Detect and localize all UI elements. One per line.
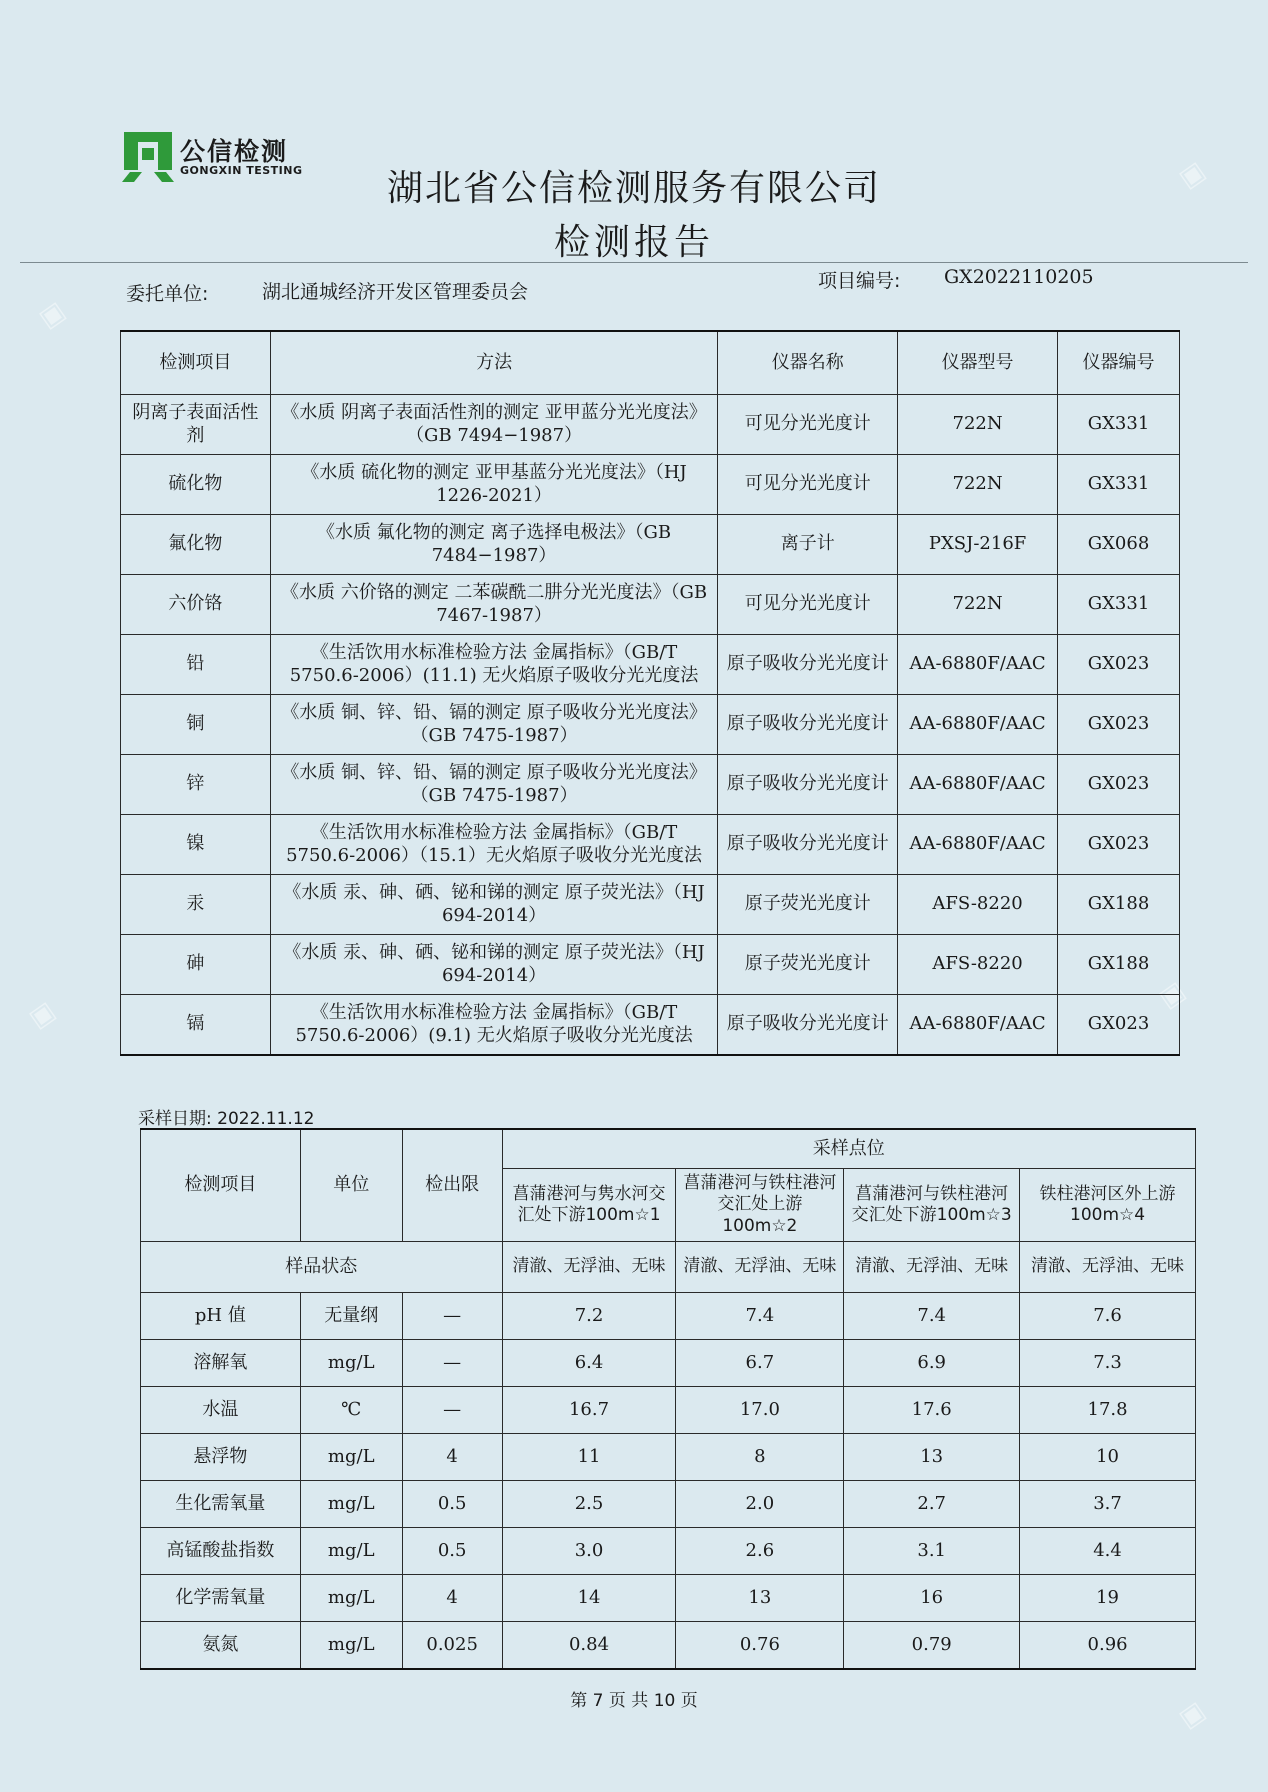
methods-row: [121, 875, 1180, 935]
result-value: 7.4: [844, 1293, 1020, 1340]
instrument-cell: 原子吸收分光光度计: [718, 635, 898, 695]
result-unit: 无量纲: [300, 1293, 402, 1340]
result-row: [141, 1434, 1196, 1481]
result-value: 17.8: [1020, 1387, 1196, 1434]
instrument-cell: 原子荧光光度计: [718, 875, 898, 935]
result-limit: —: [402, 1340, 502, 1387]
header-divider: [20, 262, 1248, 263]
watermark-mark: ▣: [1173, 1695, 1211, 1735]
method-cell: 《水质 氟化物的测定 离子选择电极法》（GB 7484−1987）: [270, 515, 718, 575]
model-cell: AFS-8220: [898, 875, 1058, 935]
result-value: 2.7: [844, 1481, 1020, 1528]
result-value: 0.79: [844, 1622, 1020, 1670]
methods-row: [121, 395, 1180, 455]
state-1: 清澈、无浮油、无味: [502, 1242, 676, 1293]
method-cell: 《生活饮用水标准检验方法 金属指标》（GB/T 5750.6-2006）（15.1）无火焰原子吸收分光光度法: [270, 815, 718, 875]
model-cell: 722N: [898, 395, 1058, 455]
page-footer: 第 7 页 共 10 页: [570, 1691, 698, 1711]
method-cell: 《水质 汞、砷、硒、铋和锑的测定 原子荧光法》（HJ 694-2014）: [270, 875, 718, 935]
method-cell: 《水质 铜、锌、铅、镉的测定 原子吸收分光光度法》（GB 7475-1987）: [270, 755, 718, 815]
code-cell: GX188: [1058, 935, 1180, 995]
method-cell: 《水质 汞、砷、硒、铋和锑的测定 原子荧光法》（HJ 694-2014）: [270, 935, 718, 995]
company-title: 湖北省公信检测服务有限公司: [386, 168, 881, 209]
result-row: [141, 1622, 1196, 1670]
sample-state-row: [141, 1242, 1196, 1293]
item-cell: 六价铬: [121, 575, 271, 635]
result-value: 3.0: [502, 1528, 676, 1575]
result-value: 8: [676, 1434, 844, 1481]
result-limit: 4: [402, 1434, 502, 1481]
item-cell: 铅: [121, 635, 271, 695]
item-cell: 砷: [121, 935, 271, 995]
header-site-group: 采样点位: [502, 1129, 1195, 1169]
result-item: 氨氮: [141, 1622, 301, 1670]
result-item: pH 值: [141, 1293, 301, 1340]
result-row: [141, 1481, 1196, 1528]
model-cell: AA-6880F/AAC: [898, 695, 1058, 755]
model-cell: AA-6880F/AAC: [898, 755, 1058, 815]
sampling-results-table: [140, 1128, 1196, 1670]
result-row: [141, 1340, 1196, 1387]
result-value: 2.5: [502, 1481, 676, 1528]
client-value: 湖北通城经济开发区管理委员会: [262, 281, 529, 303]
project-number-label: 项目编号:: [818, 270, 901, 292]
site-2: 菖蒲港河与铁柱港河交汇处上游100m☆2: [676, 1169, 844, 1242]
result-value: 7.2: [502, 1293, 676, 1340]
result-item: 悬浮物: [141, 1434, 301, 1481]
result-limit: 0.025: [402, 1622, 502, 1670]
result-item: 高锰酸盐指数: [141, 1528, 301, 1575]
method-cell: 《水质 阴离子表面活性剂的测定 亚甲蓝分光光度法》（GB 7494−1987）: [270, 395, 718, 455]
item-cell: 铜: [121, 695, 271, 755]
method-cell: 《生活饮用水标准检验方法 金属指标》（GB/T 5750.6-2006）(9.1) 无火焰原子吸收分光光度法: [270, 995, 718, 1056]
result-value: 0.84: [502, 1622, 676, 1670]
methods-header-row: [121, 331, 1180, 395]
methods-row: [121, 815, 1180, 875]
report-title: 检测报告: [553, 222, 714, 263]
result-unit: mg/L: [300, 1340, 402, 1387]
item-cell: 阴离子表面活性剂: [121, 395, 271, 455]
result-row: [141, 1293, 1196, 1340]
result-value: 17.0: [676, 1387, 844, 1434]
site-1: 菖蒲港河与隽水河交汇处下游100m☆1: [502, 1169, 676, 1242]
instrument-cell: 原子吸收分光光度计: [718, 815, 898, 875]
result-item: 化学需氧量: [141, 1575, 301, 1622]
model-cell: PXSJ-216F: [898, 515, 1058, 575]
item-cell: 镉: [121, 995, 271, 1056]
logo-name: 公信检测: [180, 137, 289, 166]
instrument-cell: 原子吸收分光光度计: [718, 695, 898, 755]
header-code: 仪器编号: [1058, 331, 1180, 395]
methods-row: [121, 455, 1180, 515]
model-cell: AA-6880F/AAC: [898, 815, 1058, 875]
result-value: 13: [676, 1575, 844, 1622]
model-cell: 722N: [898, 455, 1058, 515]
model-cell: AFS-8220: [898, 935, 1058, 995]
instrument-cell: 原子吸收分光光度计: [718, 755, 898, 815]
model-cell: AA-6880F/AAC: [898, 995, 1058, 1056]
result-row: [141, 1387, 1196, 1434]
result-limit: 0.5: [402, 1528, 502, 1575]
methods-row: [121, 575, 1180, 635]
code-cell: GX068: [1058, 515, 1180, 575]
methods-row: [121, 635, 1180, 695]
result-value: 0.76: [676, 1622, 844, 1670]
result-limit: 0.5: [402, 1481, 502, 1528]
header-method: 方法: [270, 331, 718, 395]
result-unit: mg/L: [300, 1575, 402, 1622]
result-limit: 4: [402, 1575, 502, 1622]
result-value: 7.6: [1020, 1293, 1196, 1340]
code-cell: GX331: [1058, 455, 1180, 515]
instrument-cell: 可见分光光度计: [718, 455, 898, 515]
instrument-cell: 原子吸收分光光度计: [718, 995, 898, 1056]
code-cell: GX023: [1058, 635, 1180, 695]
method-cell: 《水质 硫化物的测定 亚甲基蓝分光光度法》（HJ 1226-2021）: [270, 455, 718, 515]
state-2: 清澈、无浮油、无味: [676, 1242, 844, 1293]
watermark-mark: ▣: [1153, 975, 1191, 1015]
result-limit: —: [402, 1293, 502, 1340]
result-value: 7.4: [676, 1293, 844, 1340]
sampling-header-row: [141, 1129, 1196, 1169]
methods-row: [121, 695, 1180, 755]
code-cell: GX023: [1058, 995, 1180, 1056]
method-cell: 《生活饮用水标准检验方法 金属指标》（GB/T 5750.6-2006）(11.1) 无火焰原子吸收分光光度法: [270, 635, 718, 695]
site-4: 铁柱港河区外上游 100m☆4: [1020, 1169, 1196, 1242]
site-3: 菖蒲港河与铁柱港河交汇处下游100m☆3: [844, 1169, 1020, 1242]
result-unit: mg/L: [300, 1528, 402, 1575]
result-unit: mg/L: [300, 1434, 402, 1481]
methods-table: [120, 330, 1180, 1056]
item-cell: 锌: [121, 755, 271, 815]
model-cell: AA-6880F/AAC: [898, 635, 1058, 695]
item-cell: 镍: [121, 815, 271, 875]
logo-subtitle: GONGXIN TESTING: [180, 164, 303, 177]
result-value: 10: [1020, 1434, 1196, 1481]
sample-state-label: 样品状态: [141, 1242, 503, 1293]
code-cell: GX188: [1058, 875, 1180, 935]
result-item: 溶解氧: [141, 1340, 301, 1387]
result-value: 0.96: [1020, 1622, 1196, 1670]
state-4: 清澈、无浮油、无味: [1020, 1242, 1196, 1293]
result-value: 6.9: [844, 1340, 1020, 1387]
code-cell: GX331: [1058, 575, 1180, 635]
result-item: 水温: [141, 1387, 301, 1434]
result-value: 16: [844, 1575, 1020, 1622]
header-model: 仪器型号: [898, 331, 1058, 395]
instrument-cell: 可见分光光度计: [718, 575, 898, 635]
result-value: 14: [502, 1575, 676, 1622]
model-cell: 722N: [898, 575, 1058, 635]
code-cell: GX331: [1058, 395, 1180, 455]
client-label: 委托单位:: [126, 283, 209, 305]
watermark-mark: ▣: [23, 995, 61, 1035]
item-cell: 汞: [121, 875, 271, 935]
method-cell: 《水质 铜、锌、铅、镉的测定 原子吸收分光光度法》（GB 7475-1987）: [270, 695, 718, 755]
methods-row: [121, 935, 1180, 995]
result-value: 17.6: [844, 1387, 1020, 1434]
result-value: 6.4: [502, 1340, 676, 1387]
header-limit: 检出限: [402, 1129, 502, 1242]
result-value: 11: [502, 1434, 676, 1481]
result-unit: mg/L: [300, 1481, 402, 1528]
watermark-mark: ▣: [33, 295, 71, 335]
result-row: [141, 1575, 1196, 1622]
code-cell: GX023: [1058, 695, 1180, 755]
methods-row: [121, 995, 1180, 1056]
project-number-value: GX2022110205: [944, 266, 1094, 288]
result-value: 7.3: [1020, 1340, 1196, 1387]
header-item: 检测项目: [121, 331, 271, 395]
instrument-cell: 可见分光光度计: [718, 395, 898, 455]
state-3: 清澈、无浮油、无味: [844, 1242, 1020, 1293]
result-value: 16.7: [502, 1387, 676, 1434]
result-value: 2.6: [676, 1528, 844, 1575]
result-row: [141, 1528, 1196, 1575]
header-item: 检测项目: [141, 1129, 301, 1242]
result-value: 3.1: [844, 1528, 1020, 1575]
result-unit: mg/L: [300, 1622, 402, 1670]
code-cell: GX023: [1058, 815, 1180, 875]
header-unit: 单位: [300, 1129, 402, 1242]
methods-row: [121, 755, 1180, 815]
header-instrument: 仪器名称: [718, 331, 898, 395]
result-value: 3.7: [1020, 1481, 1196, 1528]
method-cell: 《水质 六价铬的测定 二苯碳酰二肼分光光度法》（GB 7467-1987）: [270, 575, 718, 635]
result-unit: ℃: [300, 1387, 402, 1434]
methods-row: [121, 515, 1180, 575]
result-value: 13: [844, 1434, 1020, 1481]
result-value: 2.0: [676, 1481, 844, 1528]
code-cell: GX023: [1058, 755, 1180, 815]
sampling-date: 采样日期: 2022.11.12: [138, 1109, 315, 1129]
result-value: 19: [1020, 1575, 1196, 1622]
instrument-cell: 离子计: [718, 515, 898, 575]
result-limit: —: [402, 1387, 502, 1434]
item-cell: 氟化物: [121, 515, 271, 575]
result-value: 4.4: [1020, 1528, 1196, 1575]
watermark-mark: ▣: [1173, 155, 1211, 195]
result-item: 生化需氧量: [141, 1481, 301, 1528]
instrument-cell: 原子荧光光度计: [718, 935, 898, 995]
result-value: 6.7: [676, 1340, 844, 1387]
item-cell: 硫化物: [121, 455, 271, 515]
